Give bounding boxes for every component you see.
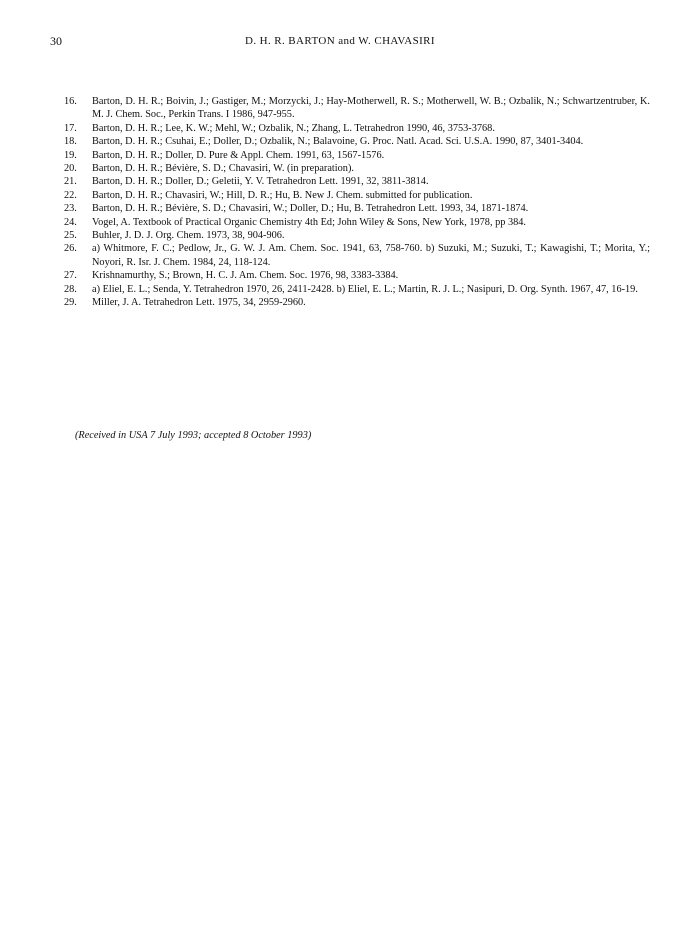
reference-number: 23. xyxy=(64,203,77,215)
reference-text: Barton, D. H. R.; Bévière, S. D.; Chavasiri, W.; Doller, D.; Hu, B. Tetrahedron Lett. 1993, 34, 1871-1874. xyxy=(92,203,529,215)
reference-item xyxy=(50,216,650,229)
reference-text: Vogel, A. Textbook of Practical Organic Chemistry 4th Ed; John Wiley & Sons, New York, 1978, pp 384. xyxy=(92,216,526,228)
reference-text: Barton, D. H. R.; Doller, D.; Geletii, Y. V. Tetrahedron Lett. 1991, 32, 3811-3814. xyxy=(92,176,429,188)
reference-number: 25. xyxy=(64,230,77,242)
reference-list xyxy=(50,95,650,310)
reference-number: 28. xyxy=(64,283,77,295)
received-note: (Received in USA 7 July 1993; accepted 8 October 1993) xyxy=(75,430,312,441)
reference-item xyxy=(50,149,650,162)
reference-item xyxy=(50,242,650,269)
reference-text: Buhler, J. D. J. Org. Chem. 1973, 38, 904-906. xyxy=(92,230,285,242)
reference-number: 27. xyxy=(64,270,77,282)
page-header xyxy=(0,34,680,50)
reference-text: Barton, D. H. R.; Bévière, S. D.; Chavasiri, W. (in preparation). xyxy=(92,163,354,175)
reference-text: Barton, D. H. R.; Chavasiri, W.; Hill, D. R.; Hu, B. New J. Chem. submitted for publication. xyxy=(92,189,473,201)
reference-item xyxy=(50,296,650,309)
reference-text: Barton, D. H. R.; Csuhai, E.; Doller, D.; Ozbalik, N.; Balavoine, G. Proc. Natl. Acad. Sci. U.S.A. 1990, 87, 3401-3404. xyxy=(92,136,584,148)
reference-number: 17. xyxy=(64,122,77,134)
reference-number: 24. xyxy=(64,216,77,228)
reference-number: 18. xyxy=(64,136,77,148)
reference-text: a) Whitmore, F. C.; Pedlow, Jr., G. W. J. Am. Chem. Soc. 1941, 63, 758-760. b) Suzuki, M.; Suzuki, T.; Kawagishi, T.; Morita, Y.; Noyori, R. Isr. J. Chem. 1984, 24, 118-124. xyxy=(92,243,650,268)
reference-text: Barton, D. H. R.; Lee, K. W.; Mehl, W.; Ozbalik, N.; Zhang, L. Tetrahedron 1990, 46, 3753-3768. xyxy=(92,122,495,134)
reference-text: Barton, D. H. R.; Boivin, J.; Gastiger, M.; Morzycki, J.; Hay-Motherwell, R. S.; Motherwell, W. B.; Ozbalik, N.; Schwartzentruber, K. M. J. Chem. Soc., Perkin Trans. I 1986, 947-955. xyxy=(92,96,650,121)
reference-item xyxy=(50,162,650,175)
reference-number: 29. xyxy=(64,297,77,309)
reference-item xyxy=(50,189,650,202)
reference-item xyxy=(50,269,650,282)
reference-text: Miller, J. A. Tetrahedron Lett. 1975, 34, 2959-2960. xyxy=(92,297,306,309)
reference-number: 26. xyxy=(64,243,77,255)
reference-item xyxy=(50,202,650,215)
reference-item xyxy=(50,95,650,122)
reference-number: 20. xyxy=(64,163,77,175)
reference-number: 19. xyxy=(64,149,77,161)
reference-item xyxy=(50,283,650,296)
reference-number: 16. xyxy=(64,96,77,107)
reference-number: 21. xyxy=(64,176,77,188)
running-head: D. H. R. BARTON and W. CHAVASIRI xyxy=(244,35,435,47)
reference-item xyxy=(50,122,650,135)
page-number: 30 xyxy=(50,34,62,48)
reference-item xyxy=(50,135,650,148)
reference-text: a) Eliel, E. L.; Senda, Y. Tetrahedron 1970, 26, 2411-2428. b) Eliel, E. L.; Martin, R. J. L.; Nasipuri, D. Org. Synth. 1967, 47, 16-19. xyxy=(92,283,638,295)
reference-item xyxy=(50,229,650,242)
reference-text: Barton, D. H. R.; Doller, D. Pure & Appl. Chem. 1991, 63, 1567-1576. xyxy=(92,149,385,161)
reference-item xyxy=(50,175,650,188)
reference-text: Krishnamurthy, S.; Brown, H. C. J. Am. Chem. Soc. 1976, 98, 3383-3384. xyxy=(92,270,399,282)
reference-number: 22. xyxy=(64,189,77,201)
